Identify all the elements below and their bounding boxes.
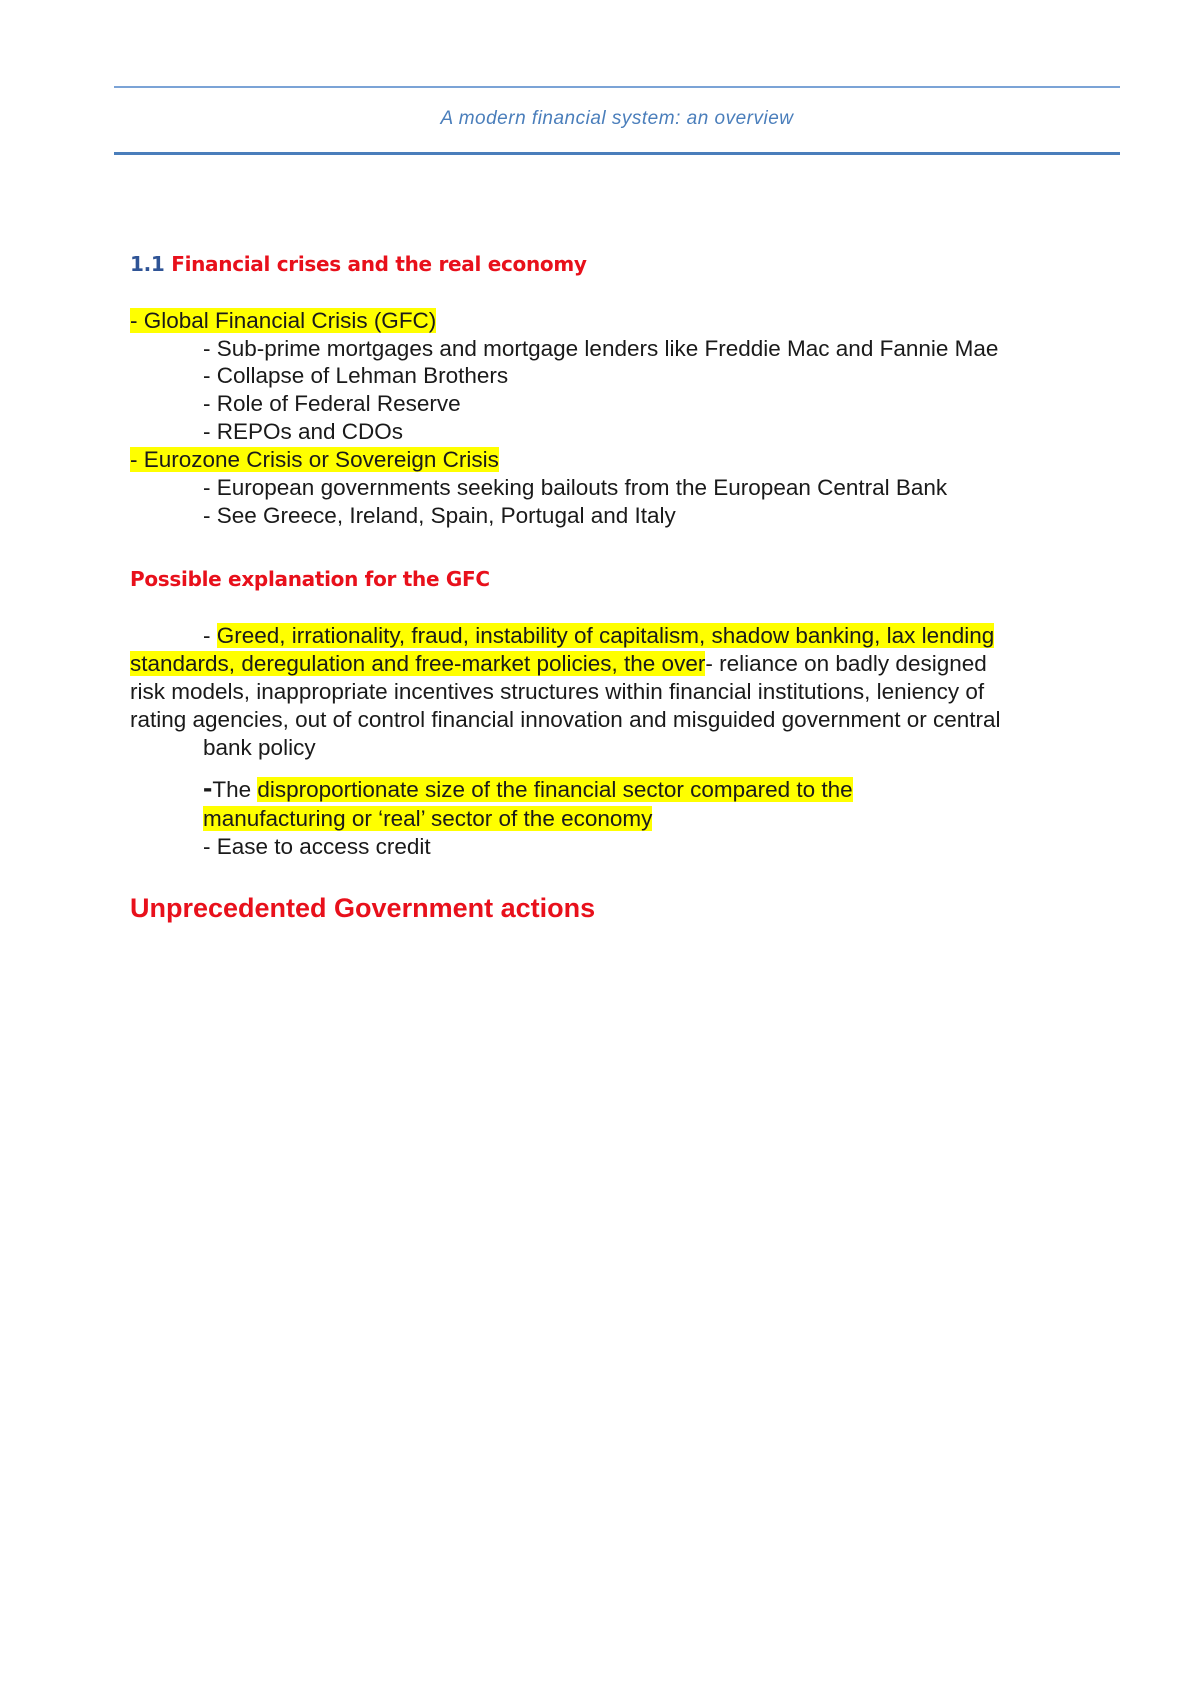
bullet-line: [203, 805, 652, 833]
highlight-text: disproportionate size of the financial sector compared to the: [257, 777, 853, 802]
paragraph-line: [203, 622, 994, 650]
highlight-text: manufacturing or ‘real’ sector of the economy: [203, 806, 653, 831]
eurozone-label-line: [130, 446, 499, 474]
paragraph-text: - reliance on badly designed: [705, 651, 987, 676]
page-header-title: A modern financial system: an overview: [440, 108, 794, 129]
paragraph-line: rating agencies, out of control financial innovation and misguided government or central: [130, 707, 1001, 732]
list-item: - See Greece, Ireland, Spain, Portugal and Italy: [203, 503, 676, 528]
highlight-text: standards, deregulation and free-market policies, the over: [130, 651, 706, 676]
header-bottom-rule: [114, 152, 1120, 155]
section-number: 1.1: [130, 252, 165, 276]
section-heading-1: [130, 252, 587, 276]
paragraph-line: bank policy: [203, 735, 316, 760]
header-top-rule: [114, 86, 1120, 88]
paragraph-line: [130, 650, 987, 678]
bullet-prefix: The: [212, 777, 258, 802]
paragraph-line: risk models, inappropriate incentives structures within financial institutions, leniency of: [130, 679, 985, 704]
bullet-line: - Ease to access credit: [203, 834, 431, 859]
bullet-line: [203, 774, 853, 804]
eurozone-label: - Eurozone Crisis or Sovereign Crisis: [130, 447, 499, 472]
list-item: - Collapse of Lehman Brothers: [203, 363, 509, 388]
paragraph-dash: -: [203, 623, 217, 648]
list-item: - Role of Federal Reserve: [203, 391, 461, 416]
section-title: Financial crises and the real economy: [171, 252, 587, 276]
highlight-text: Greed, irrationality, fraud, instability of capitalism, shadow banking, lax lending: [216, 623, 995, 648]
gfc-label: - Global Financial Crisis (GFC): [130, 308, 437, 333]
list-item: - Sub-prime mortgages and mortgage lenders like Freddie Mac and Fannie Mae: [203, 336, 999, 361]
section-heading-3: Unprecedented Government actions: [130, 893, 596, 923]
list-item: - European governments seeking bailouts from the European Central Bank: [203, 475, 948, 500]
bullet-dash: -: [203, 772, 213, 803]
gfc-label-line: [130, 307, 436, 335]
list-item: - REPOs and CDOs: [203, 419, 404, 444]
section-heading-2: Possible explanation for the GFC: [130, 567, 490, 591]
